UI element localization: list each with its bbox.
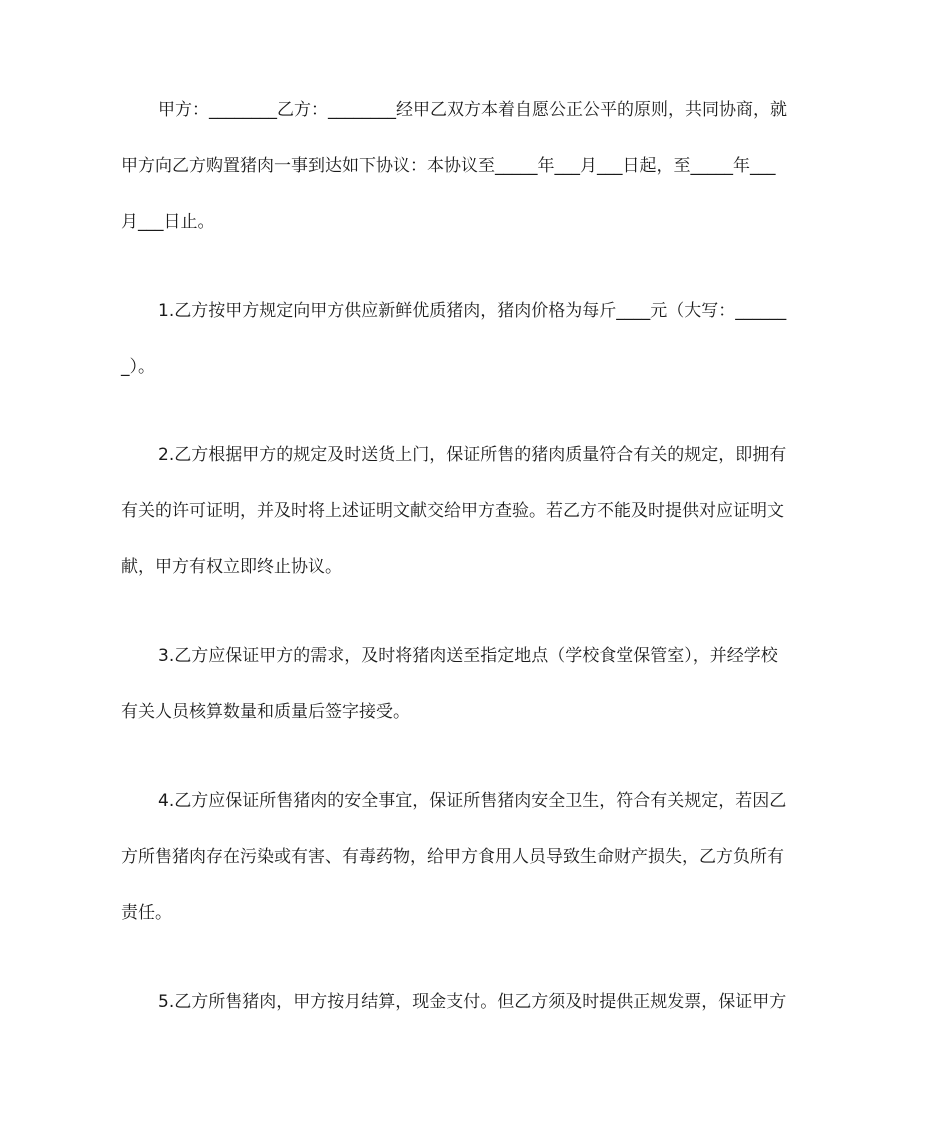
paragraph-5-line-2: 方所售猪肉存在污染或有害、有毒药物，给甲方食用人员导致生命财产损失，乙方负所有 bbox=[121, 847, 784, 867]
paragraph-4-line-1: 3.乙方应保证甲方的需求，及时将猪肉送至指定地点（学校食堂保管室），并经学校 bbox=[158, 646, 778, 666]
paragraph-4-line-2: 有关人员核算数量和质量后签字接受。 bbox=[121, 702, 410, 722]
paragraph-1-line-3: 月___日止。 bbox=[121, 212, 215, 232]
paragraph-5-line-1: 4.乙方应保证所售猪肉的安全事宜，保证所售猪肉安全卫生，符合有关规定，若因乙 bbox=[158, 791, 787, 811]
paragraph-1-line-2: 甲方向乙方购置猪肉一事到达如下协议：本协议至_____年___月___日起，至_____年___ bbox=[121, 156, 776, 176]
paragraph-5-line-3: 责任。 bbox=[121, 903, 172, 923]
paragraph-3-line-3: 献，甲方有权立即终止协议。 bbox=[121, 557, 342, 577]
paragraph-6-line-1: 5.乙方所售猪肉，甲方按月结算，现金支付。但乙方须及时提供正规发票，保证甲方 bbox=[158, 992, 787, 1012]
paragraph-3-line-2: 有关的许可证明，并及时将上述证明文献交给甲方查验。若乙方不能及时提供对应证明文 bbox=[121, 501, 784, 521]
paragraph-2-line-1: 1.乙方按甲方规定向甲方供应新鲜优质猪肉，猪肉价格为每斤____元（大写：______ bbox=[158, 301, 787, 321]
paragraph-2-line-2: _）。 bbox=[121, 357, 155, 377]
paragraph-1-line-1: 甲方：________乙方：________经甲乙双方本着自愿公正公平的原则，共同协商，就 bbox=[158, 100, 787, 120]
paragraph-3-line-1: 2.乙方根据甲方的规定及时送货上门，保证所售的猪肉质量符合有关的规定，即拥有 bbox=[158, 445, 787, 465]
